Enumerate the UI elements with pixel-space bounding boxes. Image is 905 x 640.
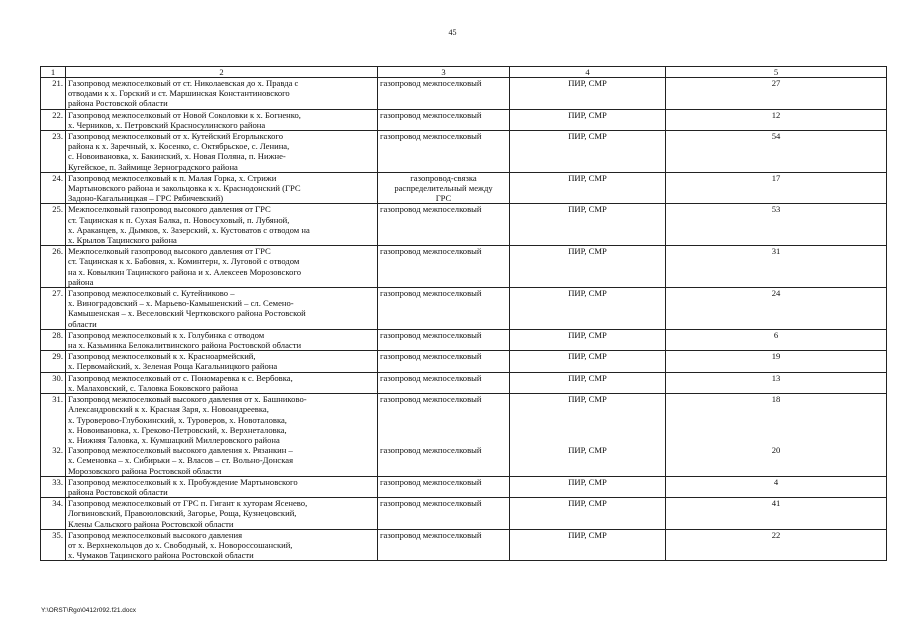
row-work-type: ПИР, СМР <box>510 498 666 530</box>
row-work-type: ПИР, СМР <box>510 394 666 446</box>
row-pipeline-type <box>378 288 510 330</box>
table-row <box>41 109 887 130</box>
description-line: х. Нижняя Таловка, х. Кумшацкий Миллеровского района <box>68 434 280 445</box>
row-number: 22. <box>41 109 66 130</box>
description-line: Морозовского района Ростовской области <box>68 465 222 476</box>
row-work-type: ПИР, СМР <box>510 109 666 130</box>
row-description <box>66 204 378 246</box>
description-line: Камышенская – х. Веселовский Чертковского района Ростовской <box>68 308 306 319</box>
row-description <box>66 476 378 497</box>
row-work-type: ПИР, СМР <box>510 78 666 110</box>
row-work-type: ПИР, СМР <box>510 329 666 350</box>
pipeline-type-line: газопровод межпоселковый <box>380 78 482 88</box>
pipeline-type-line: газопровод межпоселковый <box>380 204 482 215</box>
row-number: 23. <box>41 131 66 173</box>
row-pipeline-type <box>378 78 510 110</box>
table-header-row <box>41 67 887 78</box>
description-line: Логвиновский, Правоюловский, Загорье, Роща, Кузнецовский, <box>68 508 297 519</box>
description-line: Газопровод межпоселковый от ст. Николаевская до х. Правда с <box>68 78 299 88</box>
description-line: х. Семеновка – х. Сибирьки – х. Власов – ст. Вольно-Донская <box>68 455 294 466</box>
pipeline-type-line: газопровод-связка <box>410 172 477 183</box>
row-value: 53 <box>666 204 887 246</box>
row-work-type: ПИР, СМР <box>510 445 666 476</box>
header-col-5: 5 <box>666 67 887 78</box>
pipeline-type-line: газопровод межпоселковый <box>380 445 482 456</box>
description-line: х. Черников, х. Петровский Красносулинского района <box>68 119 266 130</box>
table-row <box>41 372 887 393</box>
description-line: Газопровод межпоселковый от с. Пономаревка к с. Вербовка, <box>68 372 293 383</box>
row-description <box>66 329 378 350</box>
row-number: 28. <box>41 329 66 350</box>
row-description <box>66 445 378 476</box>
table-row <box>41 445 887 476</box>
row-value: 19 <box>666 351 887 372</box>
description-line: ст. Тацинская к х. Бабовня, х. Коминтерн, х. Луговой с отводом <box>68 256 300 267</box>
description-line: х. Виноградовский – х. Марьево-Камышенский – сл. Семено- <box>68 298 294 309</box>
row-number: 34. <box>41 498 66 530</box>
page-number: 45 <box>448 28 457 37</box>
table-row <box>41 329 887 350</box>
row-number: 30. <box>41 372 66 393</box>
row-pipeline-type <box>378 246 510 288</box>
header-col-3: 3 <box>378 67 510 78</box>
row-work-type: ПИР, СМР <box>510 204 666 246</box>
description-line: отводами к х. Горский и ст. Маршинская Константиновского <box>68 88 290 99</box>
table-row <box>41 498 887 530</box>
row-description <box>66 131 378 173</box>
description-line: Газопровод межпоселковый от х. Кутейский Егорлыкского <box>68 131 283 142</box>
row-number: 29. <box>41 351 66 372</box>
description-line: с. Новоивановка, х. Бакинский, х. Новая Поляна, п. Нижне- <box>68 151 286 162</box>
table-row <box>41 529 887 561</box>
description-line: Газопровод межпоселковый к х. Пробуждение Мартыновского <box>68 476 298 487</box>
row-value: 20 <box>666 445 887 476</box>
header-col-4: 4 <box>510 67 666 78</box>
description-line: Газопровод межпоселковый к х. Красноармейский, <box>68 351 256 362</box>
file-path-footer: Y:\ORST\Rgo\0412r092.f21.docx <box>41 607 137 614</box>
description-line: Межпоселковый газопровод высокого давления от ГРС <box>68 204 271 215</box>
row-value: 12 <box>666 109 887 130</box>
description-line: Газопровод межпоселковый к п. Малая Горка, х. Стрижи <box>68 172 277 183</box>
row-work-type: ПИР, СМР <box>510 372 666 393</box>
row-description <box>66 109 378 130</box>
row-value: 54 <box>666 131 887 173</box>
description-line: Межпоселковый газопровод высокого давления от ГРС <box>68 246 271 257</box>
description-line: района Ростовской области <box>68 486 168 497</box>
description-line: Задоно-Кагальницкая – ГРС Рябичевский) <box>68 193 224 204</box>
table-row <box>41 288 887 330</box>
row-pipeline-type <box>378 329 510 350</box>
row-value: 22 <box>666 529 887 561</box>
header-col-2: 2 <box>66 67 378 78</box>
description-line: Клены Сальского района Ростовской области <box>68 518 234 529</box>
table-row <box>41 394 887 446</box>
row-value: 13 <box>666 372 887 393</box>
row-description <box>66 529 378 561</box>
row-work-type: ПИР, СМР <box>510 246 666 288</box>
row-pipeline-type <box>378 394 510 446</box>
row-work-type: ПИР, СМР <box>510 351 666 372</box>
table-row <box>41 476 887 497</box>
pipeline-type-line: газопровод межпоселковый <box>380 351 482 362</box>
header-col-1: 1 <box>41 67 66 78</box>
row-description <box>66 246 378 288</box>
pipeline-type-line: газопровод межпоселковый <box>380 476 482 487</box>
row-number: 25. <box>41 204 66 246</box>
pipeline-type-line: газопровод межпоселковый <box>380 529 482 540</box>
row-number: 35. <box>41 529 66 561</box>
row-number: 33. <box>41 476 66 497</box>
description-line: х. Чумаков Тацинского района Ростовской области <box>68 550 254 561</box>
row-pipeline-type <box>378 529 510 561</box>
table-row <box>41 172 887 204</box>
infrastructure-table <box>40 66 887 561</box>
row-work-type: ПИР, СМР <box>510 172 666 204</box>
row-pipeline-type <box>378 172 510 204</box>
description-line: от х. Верхнекольцов до х. Свободный, х. Новороссошанский, <box>68 539 293 550</box>
description-line: Мартыновского района и закольцовка к х. Краснодонский (ГРС <box>68 183 301 194</box>
description-line: Газопровод межпоселковый от ГРС п. Гигант к хуторам Ясенево, <box>68 498 308 509</box>
description-line: Кугейское, п. Займище Зерноградского района <box>68 161 238 172</box>
row-pipeline-type <box>378 351 510 372</box>
description-line: района к х. Заречный, х. Косенко, с. Октябрьское, с. Ленина, <box>68 141 290 152</box>
pipeline-type-line: газопровод межпоселковый <box>380 394 482 405</box>
row-description <box>66 288 378 330</box>
description-line: ст. Тацинская к п. Сухая Балка, п. Новосуховый, п. Лубяной, <box>68 214 290 225</box>
row-pipeline-type <box>378 476 510 497</box>
row-pipeline-type <box>378 204 510 246</box>
description-line: х. Араканцев, х. Дымков, х. Зазерский, х. Кустоватов с отводом на <box>68 224 310 235</box>
row-work-type: ПИР, СМР <box>510 288 666 330</box>
row-description <box>66 172 378 204</box>
pipeline-type-line: газопровод межпоселковый <box>380 329 482 340</box>
row-description <box>66 351 378 372</box>
table-row <box>41 204 887 246</box>
row-pipeline-type <box>378 109 510 130</box>
pipeline-type-line: распределительный между <box>394 183 493 194</box>
pipeline-type-line: газопровод межпоселковый <box>380 498 482 509</box>
pipeline-type-line: газопровод межпоселковый <box>380 246 482 257</box>
row-number: 27. <box>41 288 66 330</box>
table-row <box>41 131 887 173</box>
row-pipeline-type <box>378 372 510 393</box>
pipeline-type-line: газопровод межпоселковый <box>380 372 482 383</box>
description-line: х. Туроверово-Глубокинский, х. Туроверов, х. Новоталовка, <box>68 414 287 425</box>
row-number: 32. <box>41 445 66 476</box>
description-line: Газопровод межпоселковый к х. Голубинка с отводом <box>68 329 265 340</box>
description-line: х. Первомайский, х. Зеленая Роща Кагальницкого района <box>68 361 278 372</box>
pipeline-type-line: газопровод межпоселковый <box>380 288 482 299</box>
description-line: на х. Казьминка Белокалитвинского района Ростовской области <box>68 340 302 351</box>
row-description <box>66 78 378 110</box>
row-description <box>66 372 378 393</box>
description-line: района Ростовской области <box>68 98 168 109</box>
row-value: 41 <box>666 498 887 530</box>
row-value: 4 <box>666 476 887 497</box>
row-value: 6 <box>666 329 887 350</box>
description-line: Газопровод межпоселковый высокого давления <box>68 529 243 540</box>
row-value: 31 <box>666 246 887 288</box>
description-line: х. Малаховский, с. Таловка Боковского района <box>68 382 238 393</box>
row-pipeline-type <box>378 498 510 530</box>
table-row <box>41 78 887 110</box>
row-value: 27 <box>666 78 887 110</box>
row-value: 24 <box>666 288 887 330</box>
pipeline-type-line: ГРС <box>435 193 452 204</box>
description-line: на х. Ковылкин Тацинского района и х. Алексеев Морозовского <box>68 266 302 277</box>
row-number: 31. <box>41 394 66 446</box>
row-pipeline-type <box>378 445 510 476</box>
row-value: 18 <box>666 394 887 446</box>
row-work-type: ПИР, СМР <box>510 476 666 497</box>
description-line: Газопровод межпоселковый высокого давления от х. Башниково- <box>68 394 307 405</box>
description-line: Газопровод межпоселковый с. Кутейниково – <box>68 288 235 299</box>
row-number: 24. <box>41 172 66 204</box>
pipeline-type-line: газопровод межпоселковый <box>380 109 482 120</box>
pipeline-type-line: газопровод межпоселковый <box>380 131 482 142</box>
row-description <box>66 394 378 446</box>
row-work-type: ПИР, СМР <box>510 529 666 561</box>
description-line: х. Крылов Тацинского района <box>68 235 177 246</box>
table-row <box>41 246 887 288</box>
description-line: области <box>68 318 97 329</box>
description-line: района <box>68 276 94 287</box>
row-description <box>66 498 378 530</box>
row-work-type: ПИР, СМР <box>510 131 666 173</box>
table-row <box>41 351 887 372</box>
row-pipeline-type <box>378 131 510 173</box>
row-number: 21. <box>41 78 66 110</box>
row-number: 26. <box>41 246 66 288</box>
description-line: Александровский к х. Красная Заря, х. Новоандреевка, <box>68 404 269 415</box>
description-line: Газопровод межпоселковый от Новой Соколовки к х. Богненко, <box>68 109 301 120</box>
description-line: х. Новоивановка, х. Греково-Петровский, х. Верхнеталовка, <box>68 424 287 435</box>
description-line: Газопровод межпоселковый высокого давления х. Рязанкин – <box>68 445 293 456</box>
row-value: 17 <box>666 172 887 204</box>
